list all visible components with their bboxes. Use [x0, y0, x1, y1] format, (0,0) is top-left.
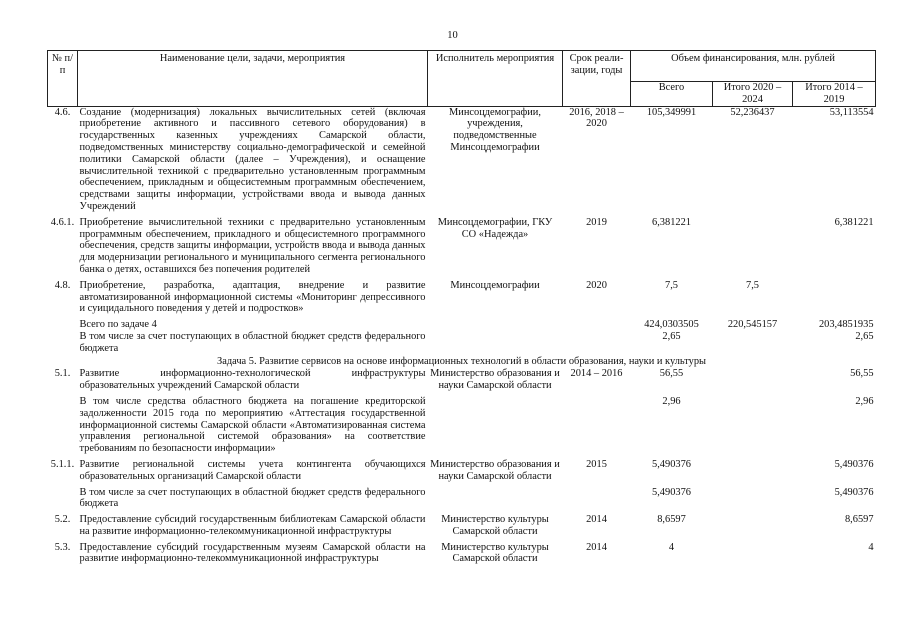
- row-name: Приобретение, разработка, адаптация, внедрение и развитие автоматизированной информационной системы «Мониторинг депрессивного и суицидального поведения у детей и подростков»: [79, 279, 426, 315]
- table-row: [48, 459, 876, 483]
- row-name: Создание (модернизация) локальных вычислительных сетей (включая приобретение активного и пассивного сетевого оборудования) в государственных казенных учреждениях Самарской области, подведомственных министерству социально-демографической и семейной политики Самарской области (далее – Учреждения), и оснащение вычислительной техникой с предварительно установленным программным обеспечением, прикладным и общесистемным программным обеспечением, средствами защиты информации, устройствами ввода и вывода данных Учреждений: [79, 106, 426, 212]
- row-sub1: [713, 542, 793, 566]
- table-row: [48, 280, 876, 315]
- row-sub1: 52,236437: [730, 106, 775, 118]
- row-term: [563, 396, 631, 455]
- table-body: [48, 106, 876, 565]
- table-row: [48, 514, 876, 538]
- row-executor: Минсоцдемографии: [450, 279, 540, 291]
- row-sub2: 4: [868, 541, 874, 553]
- header-sub2: Итого 2014 – 2019: [793, 82, 876, 107]
- row-number: 5.2.: [54, 514, 71, 526]
- row-total: 5,490376: [652, 486, 691, 498]
- row-term: 2014 – 2016: [570, 368, 623, 380]
- row-sub1: [713, 368, 793, 392]
- task-heading-row: [48, 355, 876, 369]
- table-row: [48, 331, 876, 355]
- table-row: [48, 368, 876, 392]
- row-sub1: [713, 331, 793, 355]
- row-executor: [428, 319, 563, 331]
- row-total: 56,55: [659, 368, 684, 380]
- row-sub1: 220,545157: [727, 319, 778, 331]
- row-name: В том числе средства областного бюджета на погашение кредиторской задолженности 2015 года по мероприятию «Аттестация государственной информационной системы Самарской области «Автоматизированная система управления региональной системой образования» на соответствие требованиям по безопасности информации»: [79, 395, 426, 455]
- row-number: 4.8.: [54, 279, 71, 291]
- row-term: [563, 487, 631, 511]
- table-row: [48, 396, 876, 455]
- row-name: В том числе за счет поступающих в областной бюджет средств федерального бюджета: [79, 330, 426, 354]
- header-funding: Объем финансирования, млн. рублей: [631, 51, 876, 82]
- row-total: 5,490376: [652, 458, 691, 470]
- table-row: [48, 319, 876, 331]
- row-total: 105,349991: [646, 106, 697, 118]
- row-number: [48, 331, 78, 355]
- row-total: 2,65: [662, 330, 681, 342]
- row-total: 4: [668, 541, 675, 553]
- row-executor: Минсоцдемографии, учреждения, подведомственные Минсоцдемографии: [449, 106, 541, 153]
- row-number: [48, 487, 78, 511]
- row-name: Всего по задаче 4: [79, 319, 157, 331]
- row-number: 5.1.: [54, 368, 71, 380]
- row-total: 2,96: [662, 395, 681, 407]
- row-sub2: 53,113554: [829, 106, 874, 118]
- row-term: 2019: [586, 216, 607, 228]
- page-number: 10: [447, 30, 458, 41]
- header-term: Срок реали-зации, годы: [563, 51, 631, 107]
- row-term: 2014: [586, 514, 607, 526]
- row-sub2: 203,4851935: [818, 319, 874, 331]
- row-term: [563, 319, 631, 331]
- header-executor: Исполнитель мероприятия: [428, 51, 563, 107]
- table-row: [48, 106, 876, 213]
- row-number: 5.3.: [54, 541, 71, 553]
- row-executor: [428, 396, 563, 455]
- row-sub1: [713, 514, 793, 538]
- row-sub2: 5,490376: [834, 486, 874, 498]
- row-number: [48, 396, 78, 455]
- table-row: [48, 487, 876, 511]
- row-sub1: [713, 396, 793, 455]
- row-term: 2014: [586, 541, 607, 553]
- row-sub2: 5,490376: [834, 458, 874, 470]
- row-name: В том числе за счет поступающих в областной бюджет средств федерального бюджета: [79, 486, 426, 510]
- row-number: 4.6.1.: [50, 216, 75, 228]
- row-term: [563, 331, 631, 355]
- row-name: Приобретение вычислительной техники с предварительно установленным программным обеспечением, прикладного и общесистемного программного обеспечения, средств защиты информации, устройств ввода и вывода данных для модернизации регионального и муниципального сегмента регионального банка о детях, оставшихся без попечения родителей: [79, 216, 426, 275]
- row-name: Развитие информационно-технологической инфраструктуры образовательных учреждений Самарской области: [79, 368, 426, 392]
- row-name: Предоставление субсидий государственным музеям Самарской области на развитие информационно-телекоммуникационной инфраструктуры: [79, 541, 426, 565]
- row-executor: Министерство образования и науки Самарской области: [430, 368, 560, 392]
- row-executor: Минсоцдемографии, ГКУ СО «Надежда»: [437, 216, 553, 240]
- row-executor: [428, 487, 563, 511]
- row-sub2: 8,6597: [844, 514, 874, 526]
- row-sub1: 7,5: [746, 279, 759, 291]
- row-sub2: [793, 280, 876, 315]
- row-sub1: [713, 459, 793, 483]
- row-number: 4.6.: [54, 106, 71, 118]
- funding-table: [47, 50, 876, 565]
- row-sub1: [713, 217, 793, 276]
- row-total: 424,0303505: [644, 319, 699, 331]
- row-executor: [428, 331, 563, 355]
- row-term: 2016, 2018 – 2020: [569, 106, 624, 130]
- row-executor: Министерство культуры Самарской области: [441, 514, 549, 537]
- row-term: 2015: [586, 458, 607, 470]
- header-num: № п/п: [48, 51, 78, 107]
- row-total: 6,381221: [652, 216, 691, 228]
- row-executor: Министерство культуры Самарской области: [441, 541, 549, 565]
- header-name: Наименование цели, задачи, мероприятия: [78, 51, 428, 107]
- row-sub1: [713, 487, 793, 511]
- row-name: Развитие региональной системы учета контингента обучающихся образовательных организаций Самарской области: [79, 458, 426, 482]
- table-row: [48, 217, 876, 276]
- row-total: 7,5: [665, 279, 678, 291]
- row-sub2: 56,55: [850, 368, 874, 380]
- header-sub1: Итого 2020 – 2024: [713, 82, 793, 107]
- header-total: Всего: [631, 82, 713, 107]
- row-term: 2020: [586, 279, 607, 291]
- row-executor: Министерство образования и науки Самарской области: [430, 458, 560, 482]
- row-number: [48, 319, 78, 331]
- row-sub2: 2,96: [855, 395, 874, 407]
- row-number: 5.1.1.: [50, 458, 75, 470]
- table-row: [48, 542, 876, 566]
- row-sub2: 6,381221: [834, 216, 874, 228]
- task-heading: Задача 5. Развитие сервисов на основе информационных технологий в области образования, науки и культуры: [217, 355, 706, 367]
- row-sub2: 2,65: [855, 330, 874, 342]
- row-total: 8,6597: [657, 514, 686, 526]
- row-name: Предоставление субсидий государственным библиотекам Самарской области на развитие информационно-телекоммуникационной инфраструктуры: [79, 514, 426, 537]
